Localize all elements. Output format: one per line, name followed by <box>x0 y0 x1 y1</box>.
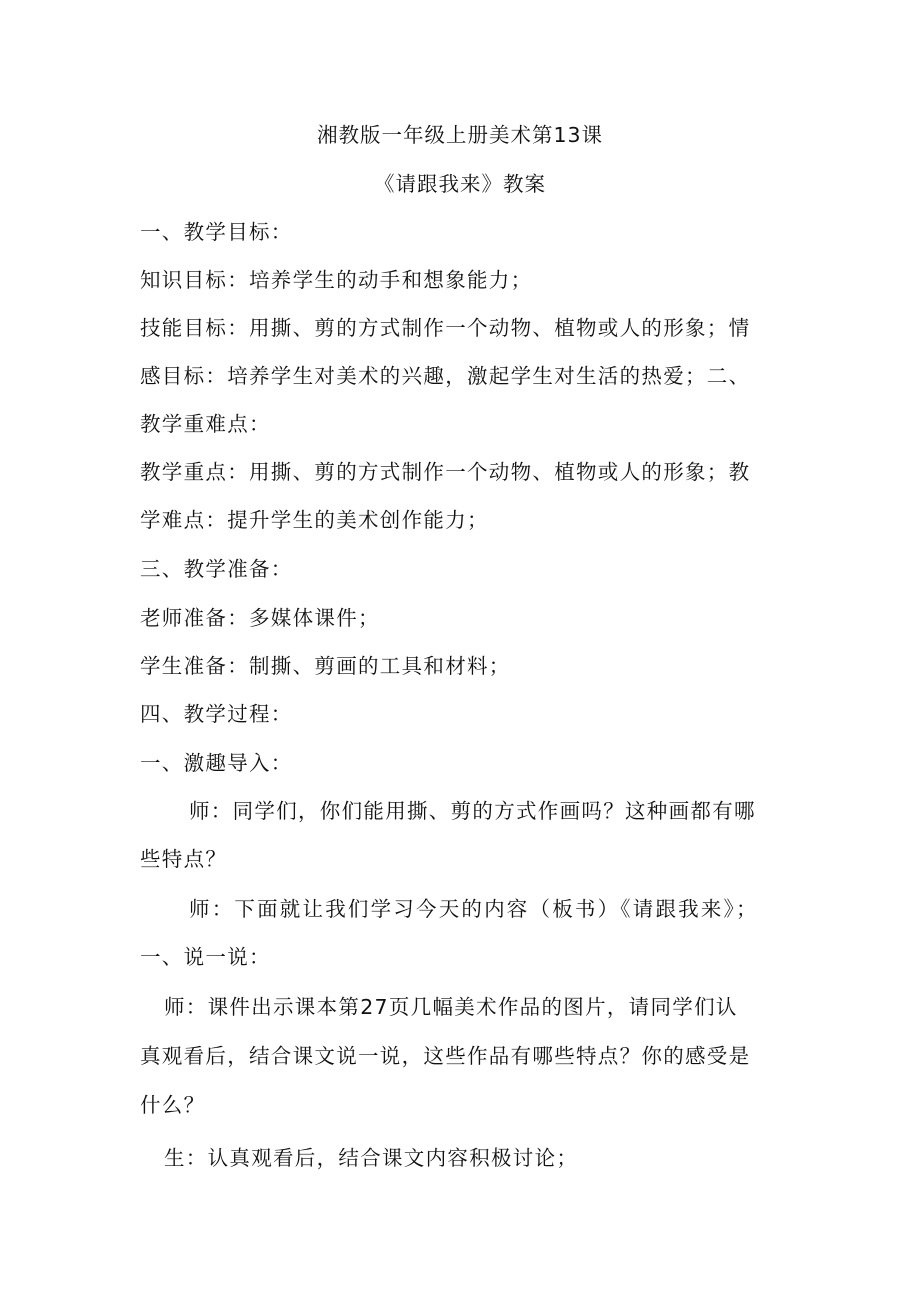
section-heading: 一、教学目标： <box>140 220 293 244</box>
paragraph-line: 感目标：培养学生对美术的兴趣，激起学生对生活的热爱；二、 <box>140 364 751 388</box>
doc-title: 湘教版一年级上册美术第13课 <box>316 123 604 147</box>
paragraph-line: 学难点：提升学生的美术创作能力； <box>140 508 489 532</box>
paragraph-line: 什么？ <box>140 1093 206 1117</box>
paragraph-line: 知识目标：培养学生的动手和想象能力； <box>140 268 533 292</box>
paragraph-line: 老师准备：多媒体课件； <box>140 606 380 630</box>
paragraph-line: 学生准备：制撕、剪画的工具和材料； <box>140 654 511 678</box>
doc-subtitle: 《请跟我来》教案 <box>374 172 546 196</box>
paragraph-line: 教学重难点： <box>140 412 271 436</box>
section-heading: 一、说一说： <box>140 945 271 969</box>
paragraph-line: 些特点？ <box>140 847 228 871</box>
section-heading: 四、教学过程： <box>140 702 293 726</box>
paragraph-line: 师：课件出示课本第27页几幅美术作品的图片，请同学们认 <box>164 995 738 1019</box>
paragraph-line: 教学重点：用撕、剪的方式制作一个动物、植物或人的形象；教 <box>140 460 751 484</box>
paragraph-line: 生：认真观看后，结合课文内容积极讨论； <box>164 1146 579 1170</box>
paragraph-line: 师：同学们，你们能用撕、剪的方式作画吗？这种画都有哪 <box>189 799 756 823</box>
paragraph-line: 师：下面就让我们学习今天的内容（板书）《请跟我来》； <box>189 897 759 921</box>
section-heading: 三、教学准备： <box>140 557 293 581</box>
section-heading: 一、激趣导入： <box>140 751 293 775</box>
paragraph-line: 技能目标：用撕、剪的方式制作一个动物、植物或人的形象；情 <box>140 316 751 340</box>
paragraph-line: 真观看后，结合课文说一说，这些作品有哪些特点？你的感受是 <box>140 1044 751 1068</box>
